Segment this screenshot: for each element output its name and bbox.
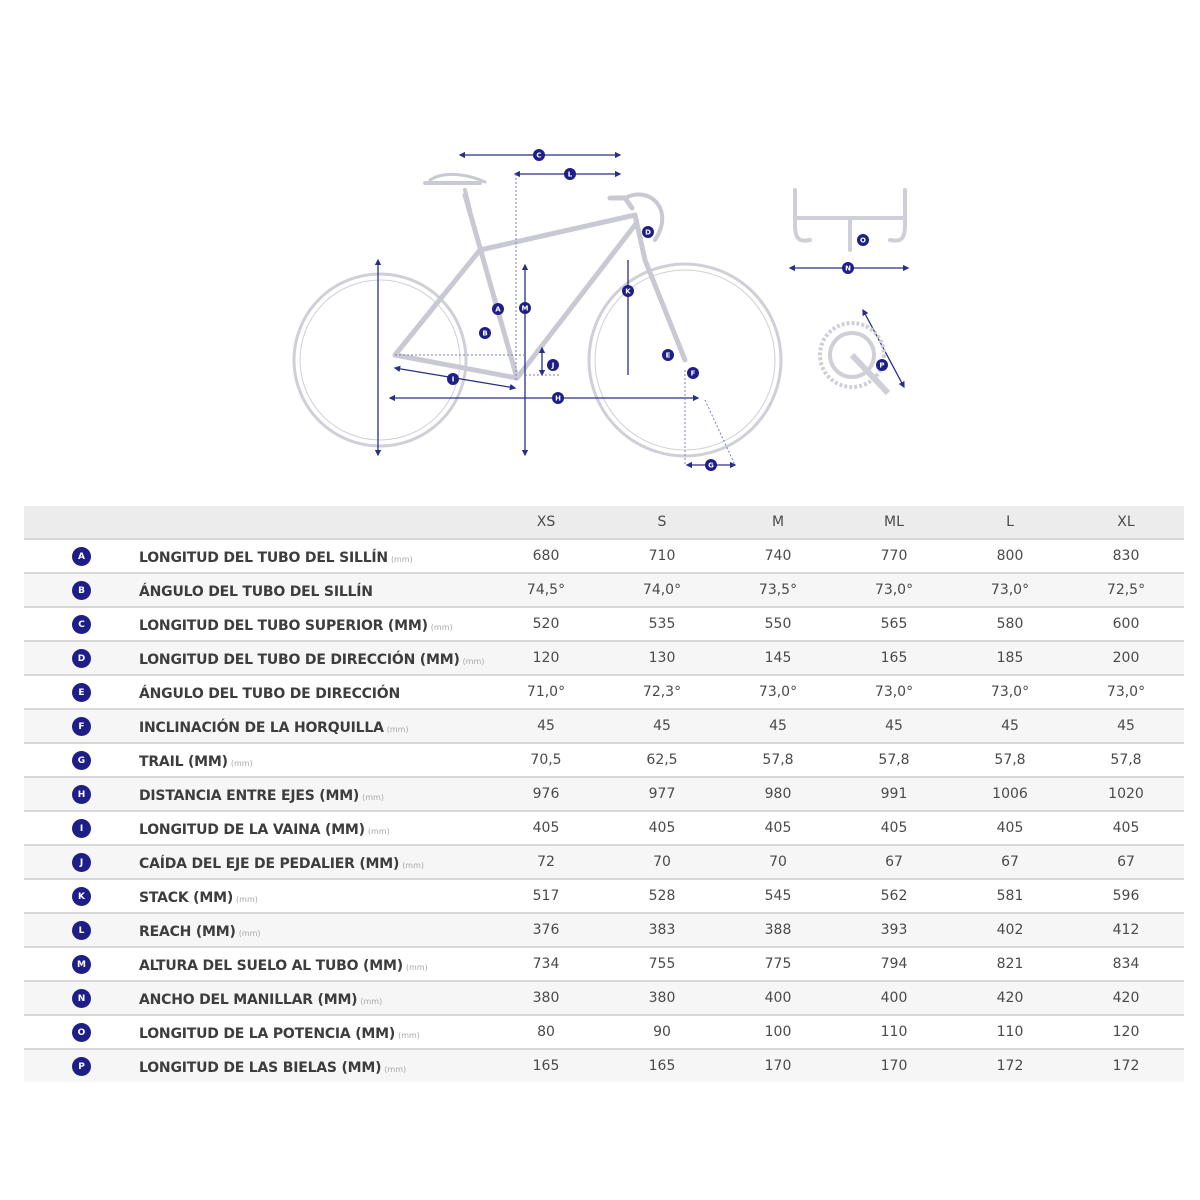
row-label-cell	[139, 845, 488, 879]
value-cell-s: 90	[653, 1024, 671, 1040]
value-cell-xl: 57,8	[1110, 752, 1142, 768]
table-row	[24, 947, 1184, 981]
crankset	[820, 323, 888, 393]
marker-g	[705, 459, 717, 471]
value-cell-xl: 45	[1117, 718, 1135, 734]
value-cell-s: 405	[648, 820, 676, 836]
measurement-unit: (mm)	[362, 792, 384, 802]
measurement-label: CAÍDA DEL EJE DE PEDALIER (MM)	[139, 855, 400, 872]
row-label-cell	[139, 675, 488, 709]
marker-j	[547, 359, 559, 371]
table-row	[24, 879, 1184, 913]
value-cell-l: 67	[1001, 854, 1019, 870]
measurement-unit: (mm)	[230, 758, 253, 768]
value-cell-ml: 73,0°	[874, 582, 914, 598]
value-cell-xs: 520	[532, 616, 560, 632]
value-cell-s: 70	[653, 854, 671, 870]
header-size-l: L	[1006, 514, 1014, 530]
marker-p	[876, 359, 888, 371]
svg-text:B: B	[482, 329, 488, 338]
marker-n	[842, 262, 854, 274]
svg-text:M: M	[521, 304, 529, 313]
value-cell-s: 74,0°	[642, 582, 682, 598]
svg-text:K: K	[625, 287, 631, 296]
value-cell-m: 550	[764, 616, 792, 632]
value-cell-l: 57,8	[994, 752, 1026, 768]
value-cell-m: 545	[764, 888, 792, 904]
value-cell-m: 70	[769, 854, 787, 870]
row-label-cell	[139, 641, 488, 675]
row-label-cell	[139, 811, 488, 845]
measurement-label: TRAIL (MM)	[139, 753, 228, 770]
measurement-badge: I	[72, 819, 91, 838]
marker-a	[492, 303, 504, 315]
value-cell-ml: 170	[880, 1058, 908, 1074]
value-cell-s: 72,3°	[642, 684, 682, 700]
value-cell-xl: 120	[1112, 1024, 1140, 1040]
measurement-label: LONGITUD DE LA VAINA (MM)	[139, 821, 365, 838]
svg-text:O: O	[860, 236, 866, 245]
value-cell-ml: 991	[880, 786, 908, 802]
svg-text:N: N	[845, 264, 851, 273]
value-cell-l: 172	[996, 1058, 1024, 1074]
value-cell-xl: 172	[1112, 1058, 1140, 1074]
measurement-badge: N	[72, 989, 91, 1008]
value-cell-xl: 73,0°	[1106, 684, 1146, 700]
measurement-badge: P	[72, 1057, 91, 1076]
value-cell-s: 45	[653, 718, 671, 734]
value-cell-l: 73,0°	[990, 582, 1030, 598]
value-cell-m: 400	[764, 990, 792, 1006]
value-cell-l: 581	[996, 888, 1024, 904]
row-badge-cell	[24, 607, 139, 641]
measurement-badge: B	[72, 581, 91, 600]
value-cell-m: 980	[764, 786, 792, 802]
svg-text:D: D	[645, 228, 651, 237]
measurement-unit: (mm)	[367, 826, 390, 836]
marker-i	[447, 373, 459, 385]
value-cell-ml: 110	[880, 1024, 908, 1040]
measurement-label: ALTURA DEL SUELO AL TUBO (MM)	[139, 957, 403, 974]
value-cell-xs: 976	[532, 786, 560, 802]
value-cell-xs: 80	[537, 1024, 555, 1040]
table-row	[24, 539, 1184, 573]
header-size-m: M	[771, 514, 785, 530]
svg-text:C: C	[536, 151, 542, 160]
value-cell-s: 383	[648, 922, 676, 938]
measurement-label: REACH (MM)	[139, 923, 236, 940]
value-cell-xs: 71,0°	[526, 684, 566, 700]
value-cell-m: 73,5°	[758, 582, 798, 598]
measurement-unit: (mm)	[398, 1030, 420, 1040]
measurement-unit: (mm)	[238, 928, 261, 938]
value-cell-xs: 70,5	[530, 752, 562, 768]
value-cell-xl: 834	[1112, 956, 1140, 972]
table-row	[24, 981, 1184, 1015]
row-badge-cell	[24, 845, 139, 879]
measurement-unit: (mm)	[384, 1064, 407, 1074]
row-badge-cell	[24, 1049, 139, 1082]
table-row	[24, 573, 1184, 607]
value-cell-ml: 57,8	[878, 752, 910, 768]
row-label-cell	[139, 743, 488, 777]
value-cell-l: 73,0°	[990, 684, 1030, 700]
value-cell-l: 402	[996, 922, 1024, 938]
value-cell-xl: 1020	[1108, 786, 1144, 802]
value-cell-m: 740	[764, 548, 792, 564]
row-badge-cell	[24, 981, 139, 1015]
svg-text:I: I	[451, 375, 455, 384]
value-cell-xl: 600	[1112, 616, 1140, 632]
row-badge-cell	[24, 777, 139, 811]
value-cell-s: 130	[648, 650, 676, 666]
row-label-cell	[139, 947, 488, 981]
value-cell-s: 755	[648, 956, 676, 972]
measurement-label: ANCHO DEL MANILLAR (MM)	[139, 991, 358, 1008]
marker-k	[622, 285, 634, 297]
measurement-label: LONGITUD DE LAS BIELAS (MM)	[139, 1059, 382, 1076]
header-blank	[24, 506, 139, 539]
value-cell-xs: 517	[532, 888, 560, 904]
measurement-label: LONGITUD DEL TUBO SUPERIOR (MM)	[139, 617, 428, 634]
value-cell-ml: 562	[880, 888, 908, 904]
value-cell-s: 165	[648, 1058, 676, 1074]
measurement-unit: (mm)	[386, 724, 409, 734]
measurement-unit: (mm)	[236, 894, 258, 904]
marker-f	[687, 367, 699, 379]
row-label-cell	[139, 913, 488, 947]
value-cell-s: 62,5	[646, 752, 678, 768]
measurement-label: ÁNGULO DEL TUBO DE DIRECCIÓN	[139, 685, 400, 702]
marker-b	[479, 327, 491, 339]
value-cell-xs: 376	[532, 922, 560, 938]
marker-d	[642, 226, 654, 238]
row-badge-cell	[24, 573, 139, 607]
measurement-label: LONGITUD DEL TUBO DE DIRECCIÓN (MM)	[139, 651, 460, 668]
table-row	[24, 709, 1184, 743]
measurement-badge: F	[72, 717, 91, 736]
table-row	[24, 1049, 1184, 1082]
svg-text:J: J	[551, 361, 555, 370]
value-cell-xs: 120	[532, 650, 560, 666]
value-cell-xl: 596	[1112, 888, 1140, 904]
table-row	[24, 743, 1184, 777]
value-cell-ml: 794	[880, 956, 908, 972]
row-badge-cell	[24, 539, 139, 573]
marker-l	[564, 168, 576, 180]
value-cell-l: 1006	[992, 786, 1028, 802]
value-cell-xs: 74,5°	[526, 582, 566, 598]
table-row	[24, 607, 1184, 641]
value-cell-xl: 420	[1112, 990, 1140, 1006]
bike-frame	[395, 174, 685, 378]
table-row	[24, 641, 1184, 675]
value-cell-s: 710	[648, 548, 676, 564]
value-cell-m: 45	[769, 718, 787, 734]
value-cell-l: 405	[996, 820, 1024, 836]
row-label-cell	[139, 879, 488, 913]
measurement-label: LONGITUD DE LA POTENCIA (MM)	[139, 1025, 396, 1042]
measurement-unit: (mm)	[402, 860, 425, 870]
row-badge-cell	[24, 1015, 139, 1049]
marker-o	[857, 234, 869, 246]
bike-geometry-diagram	[280, 130, 940, 480]
row-badge-cell	[24, 913, 139, 947]
measurement-unit: (mm)	[360, 996, 383, 1006]
measurement-label: DISTANCIA ENTRE EJES (MM)	[139, 787, 360, 804]
marker-h	[552, 392, 564, 404]
value-cell-m: 775	[764, 956, 792, 972]
value-cell-xl: 67	[1117, 854, 1135, 870]
measurement-label: STACK (MM)	[139, 889, 234, 906]
value-cell-ml: 770	[880, 548, 908, 564]
row-badge-cell	[24, 811, 139, 845]
measurement-badge: O	[72, 1023, 91, 1042]
table-row	[24, 811, 1184, 845]
value-cell-l: 185	[996, 650, 1024, 666]
value-cell-l: 420	[996, 990, 1024, 1006]
row-label-cell	[139, 607, 488, 641]
value-cell-ml: 400	[880, 990, 908, 1006]
measurement-unit: (mm)	[430, 622, 453, 632]
measurement-badge: K	[72, 887, 91, 906]
measurement-badge: M	[72, 955, 91, 974]
svg-text:L: L	[567, 170, 573, 179]
measurement-badge: C	[72, 615, 91, 634]
row-label-cell	[139, 1015, 488, 1049]
value-cell-m: 388	[764, 922, 792, 938]
geometry-table	[24, 506, 1184, 1082]
value-cell-s: 535	[648, 616, 676, 632]
value-cell-m: 57,8	[762, 752, 794, 768]
value-cell-xl: 830	[1112, 548, 1140, 564]
svg-text:E: E	[665, 351, 671, 360]
value-cell-xs: 72	[537, 854, 555, 870]
row-badge-cell	[24, 947, 139, 981]
value-cell-l: 45	[1001, 718, 1019, 734]
marker-e	[662, 349, 674, 361]
value-cell-xl: 72,5°	[1106, 582, 1146, 598]
measurement-badge: J	[72, 853, 91, 872]
table-row	[24, 913, 1184, 947]
row-badge-cell	[24, 675, 139, 709]
value-cell-xs: 680	[532, 548, 560, 564]
value-cell-m: 170	[764, 1058, 792, 1074]
value-cell-xs: 165	[532, 1058, 560, 1074]
row-label-cell	[139, 709, 488, 743]
table-row	[24, 845, 1184, 879]
row-label-cell	[139, 539, 488, 573]
row-badge-cell	[24, 879, 139, 913]
value-cell-l: 580	[996, 616, 1024, 632]
row-badge-cell	[24, 709, 139, 743]
marker-c	[533, 149, 545, 161]
row-badge-cell	[24, 641, 139, 675]
row-label-cell	[139, 573, 488, 607]
measurement-badge: E	[72, 683, 91, 702]
measurement-label: LONGITUD DEL TUBO DEL SILLÍN	[139, 549, 388, 566]
value-cell-xs: 734	[532, 956, 560, 972]
svg-text:H: H	[555, 394, 561, 403]
handlebar-front-view	[795, 190, 905, 250]
header-size-xl: XL	[1117, 514, 1135, 530]
header-blank-label	[139, 506, 488, 539]
measurement-unit: (mm)	[462, 656, 485, 666]
row-badge-cell	[24, 743, 139, 777]
table-row	[24, 1015, 1184, 1049]
value-cell-xl: 412	[1112, 922, 1140, 938]
measurement-badge: D	[72, 649, 91, 668]
measurement-badge: G	[72, 751, 91, 770]
measurement-badge: A	[72, 547, 91, 566]
value-cell-m: 145	[764, 650, 792, 666]
value-cell-s: 528	[648, 888, 676, 904]
value-cell-ml: 73,0°	[874, 684, 914, 700]
measurement-badge: L	[72, 921, 91, 940]
value-cell-xs: 380	[532, 990, 560, 1006]
value-cell-xs: 405	[532, 820, 560, 836]
table-header-row	[24, 506, 1184, 539]
measurement-unit: (mm)	[405, 962, 428, 972]
value-cell-m: 405	[764, 820, 792, 836]
svg-text:P: P	[879, 361, 885, 370]
measurement-label: INCLINACIÓN DE LA HORQUILLA	[139, 719, 384, 736]
value-cell-xs: 45	[537, 718, 555, 734]
header-size-s: S	[657, 514, 667, 530]
svg-text:A: A	[495, 305, 501, 314]
measurement-unit: (mm)	[390, 554, 413, 564]
value-cell-ml: 393	[880, 922, 908, 938]
table-row	[24, 777, 1184, 811]
header-size-ml: ML	[884, 514, 904, 530]
value-cell-ml: 45	[885, 718, 903, 734]
measurement-label: ÁNGULO DEL TUBO DEL SILLÍN	[139, 583, 373, 600]
row-label-cell	[139, 1049, 488, 1082]
value-cell-ml: 67	[885, 854, 903, 870]
svg-text:G: G	[708, 461, 714, 470]
svg-text:F: F	[690, 369, 696, 378]
marker-m	[519, 302, 531, 314]
geometry-drawing	[280, 130, 940, 480]
value-cell-m: 100	[764, 1024, 792, 1040]
value-cell-ml: 565	[880, 616, 908, 632]
dimension-lines	[378, 155, 908, 465]
row-label-cell	[139, 777, 488, 811]
value-cell-s: 977	[648, 786, 676, 802]
value-cell-l: 110	[996, 1024, 1024, 1040]
table-row	[24, 675, 1184, 709]
header-size-xs: XS	[536, 514, 556, 530]
value-cell-xl: 405	[1112, 820, 1140, 836]
table-body	[24, 539, 1184, 1082]
value-cell-m: 73,0°	[758, 684, 798, 700]
measurement-badge: H	[72, 785, 91, 804]
row-label-cell	[139, 981, 488, 1015]
value-cell-xl: 200	[1112, 650, 1140, 666]
value-cell-ml: 165	[880, 650, 908, 666]
value-cell-s: 380	[648, 990, 676, 1006]
value-cell-ml: 405	[880, 820, 908, 836]
value-cell-l: 821	[996, 956, 1024, 972]
value-cell-l: 800	[996, 548, 1024, 564]
